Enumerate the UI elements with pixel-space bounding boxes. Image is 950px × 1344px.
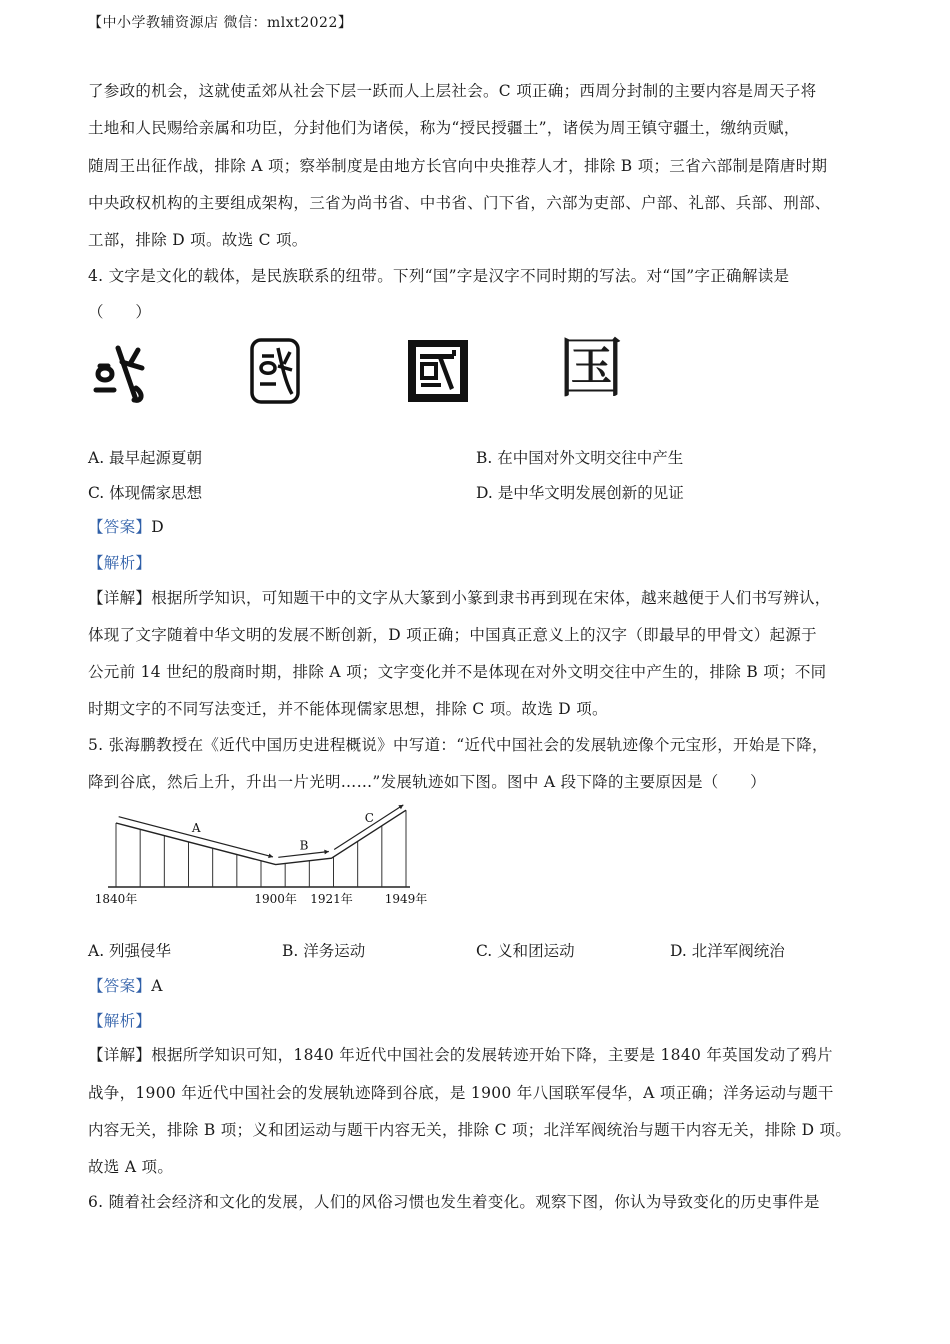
answer-value: A [151, 977, 163, 995]
guo-character-evolution [88, 330, 648, 416]
detail-tag: 【详解】 [88, 589, 152, 607]
q3-text-line: 土地和人民赐给亲属和功臣，分封他们为诸侯，称为“授民授疆土”，诸侯为周王镇守疆土，缴纳贡赋， [88, 119, 800, 137]
q4-option-b: B. 在中国对外文明交往中产生 [476, 449, 684, 467]
q4-answer [88, 516, 873, 538]
development-trajectory-chart [86, 803, 436, 915]
x-tick-label: 1921年 [310, 892, 353, 906]
guo-clerical-script-image [406, 338, 470, 404]
q5-option-c: C. 义和团运动 [476, 942, 575, 960]
q4-detail-line [88, 587, 873, 609]
guo-seal-script-image [248, 336, 304, 406]
q5-stem-line: 5. 张海鹏教授在《近代中国历史进程概说》中写道：“近代中国社会的发展轨迹像个元宝形，开始是下降， [88, 736, 828, 754]
x-tick-label: 1840年 [94, 892, 138, 906]
q5-detail-line: 内容无关，排除 B 项；义和团运动与题干内容无关，排除 C 项；北洋军阀统治与题干内容无关，排除 D 项。 [88, 1121, 852, 1139]
q6-stem-line: 6. 随着社会经济和文化的发展，人们的风俗习惯也发生着变化。观察下图，你认为导致变化的历史事件是 [88, 1193, 820, 1211]
answer-value: D [151, 518, 164, 536]
detail-text: 根据所学知识可知，1840 年近代中国社会的发展转迹开始下降，主要是 1840 年英国发动了鸦片 [151, 1046, 833, 1064]
answer-tag: 【答案】 [88, 518, 152, 536]
q3-text-line: 随周王出征作战，排除 A 项；察举制度是由地方长官向中央推荐人才，排除 B 项；三省六部制是隋唐时期 [88, 157, 828, 175]
q4-analysis-tag: 【解析】 [88, 554, 152, 572]
q5-answer [88, 975, 873, 997]
q4-stem-line: （ ） [88, 303, 152, 321]
q5-option-a: A. 列强侵华 [88, 942, 172, 960]
x-tick-label: 1949年 [384, 892, 428, 906]
q5-stem-line: 降到谷底，然后上升，升出一片光明……”发展轨迹如下图。图中 A 段下降的主要原因是（ ） [88, 773, 766, 791]
page-header: 【中小学教辅资源店 微信：mlxt2022】 [88, 15, 353, 31]
detail-text: 根据所学知识，可知题干中的文字从大篆到小篆到隶书再到现在宋体，越来越便于人们书写辨认， [151, 589, 831, 607]
q4-stem-line: 4. 文字是文化的载体，是民族联系的纽带。下列“国”字是汉字不同时期的写法。对“国”字正确解读是 [88, 267, 790, 285]
q4-option-c: C. 体现儒家思想 [88, 484, 203, 502]
guo-modern-character: 国 [558, 330, 624, 407]
q5-option-d: D. 北洋军阀统治 [670, 942, 785, 960]
x-tick-label: 1900年 [254, 892, 297, 906]
q3-text-line: 了参政的机会，这就使孟郊从社会下层一跃而人上层社会。C 项正确；西周分封制的主要内容是周天子将 [88, 82, 817, 100]
q4-detail-line: 公元前 14 世纪的殷商时期，排除 A 项；文字变化并不是体现在对外文明交往中产生的，排除 B 项；不同 [88, 663, 827, 681]
q4-option-a: A. 最早起源夏朝 [88, 449, 203, 467]
answer-tag: 【答案】 [88, 977, 152, 995]
q4-detail-line: 体现了文字随着中华文明的发展不断创新，D 项正确；中国真正意义上的汉字（即最早的甲骨文）起源于 [88, 626, 817, 644]
segment-arrowhead [268, 853, 273, 858]
q3-text-line: 工部，排除 D 项。故选 C 项。 [88, 231, 308, 249]
q5-detail-line [88, 1044, 873, 1066]
detail-tag: 【详解】 [88, 1046, 152, 1064]
q5-detail-line: 战争，1900 年近代中国社会的发展轨迹降到谷底，是 1900 年八国联军侵华，A 项正确；洋务运动与题干 [88, 1084, 834, 1102]
q3-text-line: 中央政权机构的主要组成架构，三省为尚书省、中书省、门下省，六部为吏部、户部、礼部、兵部、刑部、 [88, 194, 831, 212]
q4-detail-line: 时期文字的不同写法变迁，并不能体现儒家思想，排除 C 项。故选 D 项。 [88, 700, 608, 718]
q5-option-b: B. 洋务运动 [282, 942, 366, 960]
guo-bronze-script-image [92, 338, 152, 408]
trajectory-line [116, 810, 406, 864]
q5-detail-line: 故选 A 项。 [88, 1158, 174, 1176]
segment-label: B [299, 838, 309, 853]
q4-option-d: D. 是中华文明发展创新的见证 [476, 484, 684, 502]
segment-label: C [364, 811, 374, 826]
q5-analysis-tag: 【解析】 [88, 1012, 152, 1030]
segment-label: A [191, 820, 201, 835]
